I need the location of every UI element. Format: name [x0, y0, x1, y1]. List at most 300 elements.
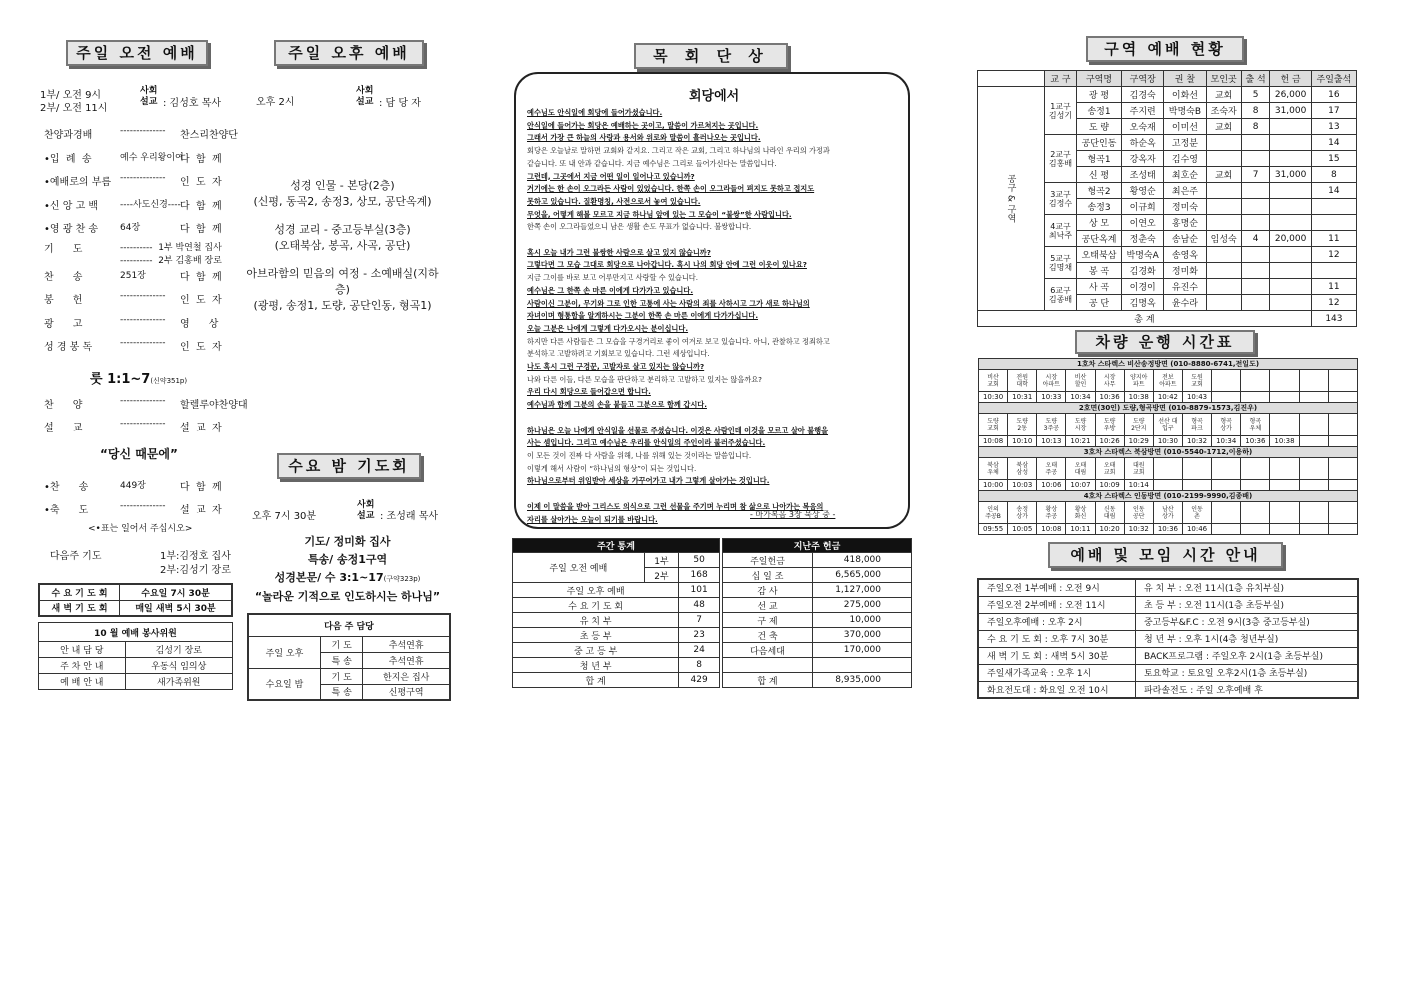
bus-stop [1328, 370, 1357, 392]
order-item-detail: -------------- [120, 314, 166, 325]
stat-row [513, 658, 720, 673]
offering-label [723, 658, 813, 673]
cell-col-header: 구역명 [1076, 71, 1121, 87]
cell-value: 11 [1311, 231, 1356, 247]
cell-value [1241, 279, 1270, 295]
scripture-page: (신약351p) [150, 377, 188, 385]
order-item-detail: -------------- [120, 501, 166, 511]
cell-value [1241, 135, 1270, 151]
order-item-name: 성 경 봉 독 [44, 342, 93, 354]
order-item-person: 다 함 께 [180, 224, 222, 236]
stat-label: 주일 오전 예배 [513, 553, 645, 583]
stat-row [513, 613, 720, 628]
bus-stop: 북삼 우체 [979, 458, 1008, 480]
stat-sub: 2부 [644, 568, 679, 583]
stat-value: 23 [679, 628, 720, 643]
cell-value: 20,000 [1270, 231, 1311, 247]
cell-value: 16 [1311, 87, 1356, 103]
meeting-name: 수 요 기 도 회 [39, 584, 120, 600]
message-line [527, 488, 899, 501]
cell-value [1206, 263, 1241, 279]
offering-label: 구 제 [723, 613, 813, 628]
cell-value: 8 [1311, 167, 1356, 183]
bus-stop: 비산 할인 [1066, 370, 1095, 392]
offering-label: 다음세대 [723, 643, 813, 658]
message-line: 예수님과 함께 그분의 손을 붙들고 그분으로 함께 갑시다. [527, 400, 707, 410]
order-item-detail: ----사도신경---- [120, 199, 181, 210]
next-prayer-2: 2부:김성기 장로 [160, 565, 231, 576]
bus-time [1299, 392, 1328, 403]
cell-value: 고정분 [1164, 135, 1206, 151]
cell-value: 형곡2 [1076, 183, 1121, 199]
bus-stop: 도량 2동 [1008, 414, 1037, 436]
cell-value [1270, 263, 1311, 279]
cell-value: 사 곡 [1076, 279, 1121, 295]
bus-time [1241, 480, 1270, 491]
servant-row [39, 642, 233, 658]
bus-time: 10:08 [979, 436, 1008, 447]
cell-value: 봉 곡 [1076, 263, 1121, 279]
bus-stop [1241, 502, 1270, 524]
message-line: 이제 이 말씀을 받아 그리스도 의식으로 그런 선물을 주기며 누리며 참 삶으로 나아가는 복음의 [527, 501, 824, 511]
bus-time [1299, 480, 1328, 491]
afternoon-time: 오후 2시 [256, 97, 295, 108]
cell-value [1270, 295, 1311, 311]
bus-stop [1182, 458, 1211, 480]
cell-value [1241, 151, 1270, 167]
schedule-row [978, 664, 1358, 681]
bus-route-row [979, 359, 1358, 370]
group-3-members: (광평, 송정1, 도량, 공단인동, 형곡1) [253, 299, 432, 312]
cell-value [1241, 199, 1270, 215]
cell-value [1241, 215, 1270, 231]
stat-value: 101 [679, 583, 720, 598]
bus-time [1212, 480, 1241, 491]
message-signature: - 마가복음 3장 묵상 중 - [750, 510, 836, 519]
bus-time [1241, 392, 1270, 403]
stat-label: 유 치 부 [513, 613, 679, 628]
cell-value: 교회 [1206, 167, 1241, 183]
schedule-right: 초 등 부 : 오전 11시(1층 초등부실) [1135, 596, 1358, 613]
cell-value: 윤수라 [1164, 295, 1206, 311]
cell-value: 박명숙A [1122, 247, 1164, 263]
stat-row [513, 583, 720, 598]
bus-route-row [979, 447, 1358, 458]
offering-row [723, 643, 912, 658]
bus-time: 10:11 [1066, 524, 1095, 535]
cell-worship-header: 구역 예배 현황 [1086, 36, 1244, 62]
bus-time: 10:32 [1124, 524, 1153, 535]
wed-leader: : 조성래 목사 [380, 511, 439, 522]
bus-stop: 오태 대림 [1066, 458, 1095, 480]
district-name: 6교구 김종배 [1045, 279, 1077, 311]
cell-value [1311, 263, 1356, 279]
cell-value [1311, 199, 1356, 215]
cell-value: 공단인동 [1076, 135, 1121, 151]
offering-amount: 418,000 [813, 553, 912, 568]
order-item-person: 영 상 [180, 318, 219, 330]
cell-col-header: 교 구 [1045, 71, 1077, 87]
cell-value: 조숙자 [1206, 103, 1241, 119]
schedule-row [978, 613, 1358, 630]
offering-label: 건 축 [723, 628, 813, 643]
cell-value: 김수영 [1164, 151, 1206, 167]
offering-row [723, 628, 912, 643]
offering-table [722, 538, 912, 688]
stat-row [513, 673, 720, 688]
bus-time: 10:08 [1037, 524, 1066, 535]
stat-label: 초 등 부 [513, 628, 679, 643]
bus-stop: 형곡 상가 [1212, 414, 1241, 436]
offering-row [723, 673, 912, 688]
bus-route-name: 4호차 스타렉스 인동방면 (010-2199-9990,김종배) [979, 491, 1358, 502]
district-name: 3교구 김정수 [1045, 183, 1077, 215]
order-item-name: •입 례 송 [44, 153, 92, 165]
bus-stop: 선산 대 입구 [1153, 414, 1182, 436]
next-prayer-1: 1부:김정호 집사 [160, 551, 231, 562]
wed-sermon: “놀라운 기적으로 인도하시는 하나님” [254, 590, 441, 603]
duty-person: 추석연휴 [363, 636, 450, 652]
duty-type: 특 송 [320, 684, 362, 700]
cell-value [1206, 295, 1241, 311]
cell-value: 7 [1241, 167, 1270, 183]
bus-time [1299, 436, 1328, 447]
offering-label: 감 사 [723, 583, 813, 598]
cell-value: 도 량 [1076, 119, 1121, 135]
cell-col-header: 구역장 [1122, 71, 1164, 87]
bus-time [1328, 480, 1357, 491]
offering-amount [813, 658, 912, 673]
message-line: 그렇다면 그 모습 그대로 회당으로 나아갑니다. 혹시 나의 회당 안에 그런 이웃이 있나요? [527, 260, 807, 270]
bus-stop: 형곡 우체 [1241, 414, 1270, 436]
offering-row [723, 568, 912, 583]
next-prayer-label: 다음주 기도 [50, 551, 102, 562]
stat-label: 합 계 [513, 673, 679, 688]
afternoon-leader: : 담 당 자 [379, 98, 421, 109]
duty-person: 추석연휴 [363, 652, 450, 668]
order-item-name: •찬 송 [44, 482, 89, 493]
message-line: 사는 셈입니다. 그리고 예수님은 우리를 안식일의 주인이라 불러주셨습니다. [527, 438, 766, 448]
bus-stop: 비산 교회 [979, 370, 1008, 392]
duty-type: 기 도 [320, 668, 362, 684]
bus-stop: 시장 아파트 [1037, 370, 1066, 392]
group-1: 성경 인물 - 본당(2층) [290, 179, 395, 192]
message-line: 자녀이며 형통함을 알게하시는 그분이 한쪽 손 마른 이에게 다가가십니다. [527, 311, 759, 321]
cell-value: 조성태 [1122, 167, 1164, 183]
prayer-meetings-table [38, 583, 233, 617]
cell-col-header: 권 찰 [1164, 71, 1206, 87]
offering-amount: 1,127,000 [813, 583, 912, 598]
offering-amount: 370,000 [813, 628, 912, 643]
message-line: 못하고 있습니다. 질환명칭, 사전으로서 놓여 있습니다. [527, 196, 701, 206]
wed-program [240, 533, 455, 606]
bus-time: 10:21 [1066, 436, 1095, 447]
cell-value: 송정1 [1076, 103, 1121, 119]
bus-time [1299, 524, 1328, 535]
bus-route-name: 1호차 스타렉스 비산송정방면 (010-8880-6741,전일도) [979, 359, 1358, 370]
bus-time [1270, 392, 1299, 403]
message-line: 이렇게 해서 사람이 “하나님의 형상”이 되는 것입니다. [527, 463, 697, 473]
bus-time: 10:13 [1037, 436, 1066, 447]
meeting-row [39, 600, 232, 616]
offering-label: 주일헌금 [723, 553, 813, 568]
bus-stop: 도량 3주공 [1037, 414, 1066, 436]
stat-row [513, 643, 720, 658]
bus-time: 10:29 [1124, 436, 1153, 447]
stat-label: 수 요 기 도 회 [513, 598, 679, 613]
bus-time [1153, 480, 1182, 491]
cell-value: 26,000 [1270, 87, 1311, 103]
weekly-stats-table [512, 538, 720, 688]
bus-stop [1299, 414, 1328, 436]
order-item-detail: 예수 우리왕이여 [120, 152, 184, 163]
bus-stop: 인동 촌 [1182, 502, 1211, 524]
message-line: 나도 혹시 그런 구경꾼, 고발자로 살고 있지는 않습니까? [527, 362, 705, 372]
vehicle-schedule-table [978, 358, 1358, 535]
weekly-stats-title: 주간 통계 [513, 539, 720, 553]
cell-value [1206, 279, 1241, 295]
servant-row [39, 658, 233, 674]
cell-value [1270, 279, 1311, 295]
bus-time [1212, 524, 1241, 535]
bus-stop: 도량 교회 [979, 414, 1008, 436]
message-line: 거기에는 한 손이 오그라든 사람이 있었습니다. 한쪽 손이 오그라들어 펴지도 못하고 접지도 [527, 184, 815, 194]
order-item-name: •신 앙 고 백 [44, 200, 99, 212]
order-item-name: 찬 송 [44, 271, 83, 283]
cell-value [1241, 295, 1270, 311]
servants-table [38, 622, 233, 690]
group-1-members: (신평, 동곡2, 송정3, 상모, 공단옥계) [253, 195, 432, 208]
service-time-1: 1부/ 오전 9시 [40, 90, 102, 101]
message-line: 오늘 그분은 나에게 그렇게 다가오시는 분이십니다. [527, 323, 689, 333]
bus-times-row [979, 392, 1358, 403]
group-2: 성경 교리 - 중고등부실(3층) [274, 223, 411, 236]
schedule-left: 주일오후예배 : 오후 2시 [978, 613, 1135, 630]
wed-prayer: 기도/ 정미화 집사 [304, 535, 391, 548]
message-line: 사람이신 그분이, 무기와 그로 인한 고통에 사는 사람의 죄를 사하시고 그가 새로 하나님의 [527, 298, 810, 308]
cell-value: 15 [1311, 151, 1356, 167]
order-item-person: 다 함 께 [180, 200, 222, 212]
stat-label: 청 년 부 [513, 658, 679, 673]
bus-stop [1153, 458, 1182, 480]
bus-time: 10:30 [979, 392, 1008, 403]
servant-role: 안 내 담 당 [39, 642, 126, 658]
afternoon-leader-label: 사회 설교 [356, 86, 374, 107]
bus-route-row [979, 403, 1358, 414]
schedule-row [978, 647, 1358, 664]
bus-stop [1270, 458, 1299, 480]
offering-row [723, 553, 912, 568]
cell-value: 송남순 [1164, 231, 1206, 247]
order-item-name: 찬 양 [44, 400, 83, 411]
afternoon-worship-header: 주일 오후 예배 [274, 40, 424, 66]
bus-stops-row [979, 414, 1358, 436]
bus-stop: 전보 아파트 [1153, 370, 1182, 392]
cell-value: 상 모 [1076, 215, 1121, 231]
order-item-person: 찬스리찬양단 [180, 130, 238, 141]
stat-row [513, 553, 720, 568]
message-line: 한쪽 손이 오그라들었으니 남은 생활 손도 무표가 없습니다. 불쌍합니다. [527, 222, 752, 232]
cell-value: 강옥자 [1122, 151, 1164, 167]
message-line: 분석하고 고발하려고 기회보고 있습니다. 그런 세상입니다. [527, 349, 710, 359]
bus-stop [1241, 370, 1270, 392]
bus-time: 10:20 [1095, 524, 1124, 535]
total-label: 총 계 [978, 311, 1312, 327]
bus-time: 10:07 [1066, 480, 1095, 491]
offering-amount: 170,000 [813, 643, 912, 658]
bus-time: 10:32 [1182, 436, 1211, 447]
cell-value: 이미선 [1164, 119, 1206, 135]
bus-stop: 대원 교회 [1124, 458, 1153, 480]
bus-time: 10:14 [1124, 480, 1153, 491]
cell-value [1270, 135, 1311, 151]
bus-stop: 송정 상가 [1008, 502, 1037, 524]
bus-stop: 오태 교회 [1095, 458, 1124, 480]
schedule-right: 중고등부&F.C : 오전 9시(3층 중고등부실) [1135, 613, 1358, 630]
bus-time [1270, 480, 1299, 491]
meeting-row [39, 584, 232, 600]
order-item-name: 찬양과경배 [44, 130, 93, 141]
cell-value: 최호순 [1164, 167, 1206, 183]
wednesday-prayer-header: 수요 밤 기도회 [277, 453, 421, 479]
message-line: 예수님도 안식일에 회당에 들어가셨습니다. [527, 108, 663, 117]
offering-row [723, 658, 912, 673]
duty-row [248, 668, 450, 684]
cell-value: 송영옥 [1164, 247, 1206, 263]
bus-time: 10:42 [1153, 392, 1182, 403]
bus-time: 10:33 [1037, 392, 1066, 403]
bus-stop [1270, 502, 1299, 524]
bus-stop [1270, 370, 1299, 392]
group-3: 아브라함의 믿음의 여정 - 소예배실(지하층) [246, 267, 439, 296]
bus-stop: 양지아 파트 [1124, 370, 1153, 392]
schedule-left: 주일오전 1부예배 : 오전 9시 [978, 579, 1135, 596]
order-item-detail: -------------- [120, 338, 166, 349]
cell-value [1241, 263, 1270, 279]
message-line: 하지만 다른 사람들은 그 모습을 구경거리로 좋이 여겨로 보고 있습니다. 아니, 관찰하고 정죄하고 [527, 336, 830, 346]
bus-stop: 인의 주공B [979, 502, 1008, 524]
servants-title: 10 월 예배 봉사위원 [94, 628, 177, 639]
district-name: 4교구 최낙주 [1045, 215, 1077, 247]
cell-value: 12 [1311, 247, 1356, 263]
district-name: 2교구 김홍배 [1045, 135, 1077, 183]
schedule-right: 유 치 부 : 오전 11시(1층 유치부실) [1135, 579, 1358, 596]
cell-col-header: 출 석 [1241, 71, 1270, 87]
wed-special-song: 특송/ 송정1구역 [307, 553, 388, 566]
cell-col-header: 모인곳 [1206, 71, 1241, 87]
bus-time: 10:43 [1182, 392, 1211, 403]
bus-stop: 황상 화신 [1066, 502, 1095, 524]
bus-time: 10:46 [1182, 524, 1211, 535]
schedule-right: 청 년 부 : 오후 1시(4층 청년부실) [1135, 630, 1358, 647]
bus-time: 10:31 [1008, 392, 1037, 403]
stat-value: 7 [679, 613, 720, 628]
meeting-time: 매일 새벽 5시 30분 [120, 600, 232, 616]
bus-stop [1241, 458, 1270, 480]
order-item-detail: -------------- [120, 396, 166, 406]
order-item-person: 다 함 께 [180, 482, 222, 493]
district-name: 5교구 김명채 [1045, 247, 1077, 279]
order-item-name: 기 도 [44, 244, 83, 255]
cell-value [1206, 183, 1241, 199]
cell-value: 신 평 [1076, 167, 1121, 183]
cell-value: 최은주 [1164, 183, 1206, 199]
cell-value: 정미숙 [1164, 199, 1206, 215]
duty-type: 특 송 [320, 652, 362, 668]
servant-name: 우동식 임의상 [125, 658, 232, 674]
bus-stop: 남산 상가 [1153, 502, 1182, 524]
cell-value: 공단옥계 [1076, 231, 1121, 247]
side-col [978, 71, 1045, 87]
stat-label: 주일 오후 예배 [513, 583, 679, 598]
bus-time [1241, 524, 1270, 535]
order-item-name: 봉 헌 [44, 295, 83, 307]
schedule-right: 파라솔전도 : 주일 오후예배 후 [1135, 681, 1358, 698]
offering-amount: 10,000 [813, 613, 912, 628]
cell-value: 송정3 [1076, 199, 1121, 215]
cell-col-header: 주일출석 [1311, 71, 1356, 87]
message-line: 혹시 오늘 내가 그런 불쌍한 사람으로 살고 있지 않습니까? [527, 247, 711, 257]
order-item-detail: -------------- [120, 126, 166, 136]
bus-time: 10:36 [1095, 392, 1124, 403]
cell-value: 박명숙B [1164, 103, 1206, 119]
cell-value [1206, 151, 1241, 167]
scripture-ref: 룻 1:1~7 [90, 372, 151, 387]
message-line: 예수님은 그 한쪽 손 마른 이에게 다가가고 있습니다. [527, 285, 694, 295]
cell-value: 이경이 [1122, 279, 1164, 295]
wed-scripture-ref: 성경본문/ 수 3:1~17 [274, 571, 384, 584]
bus-stop [1328, 414, 1357, 436]
cell-value: 정춘숙 [1122, 231, 1164, 247]
cell-value [1206, 135, 1241, 151]
cell-col-header: 헌 금 [1270, 71, 1311, 87]
side-label: 공구 & 구역 [978, 87, 1045, 311]
cell-value: 8 [1241, 119, 1270, 135]
cell-value: 유진수 [1164, 279, 1206, 295]
order-item-detail: 251장 [120, 270, 146, 281]
cell-value [1270, 247, 1311, 263]
cell-worship-table [977, 70, 1357, 327]
schedule-right: BACK프로그램 : 주일오후 2시(1층 초등부실) [1135, 647, 1358, 664]
total-value: 143 [1311, 311, 1356, 327]
cell-value: 4 [1241, 231, 1270, 247]
order-item-person: 인 도 자 [180, 295, 222, 307]
stat-value: 429 [679, 673, 720, 688]
cell-value [1270, 199, 1311, 215]
bus-time: 10:30 [1153, 436, 1182, 447]
cell-value [1206, 199, 1241, 215]
bus-stop [1212, 458, 1241, 480]
bus-stop [1299, 458, 1328, 480]
cell-value [1241, 183, 1270, 199]
message-line: 자리를 살아가는 오늘이 되기를 바랍니다. [527, 514, 658, 524]
bus-stop [1270, 414, 1299, 436]
offering-row [723, 598, 912, 613]
cell-value [1206, 215, 1241, 231]
order-item-person: 다 함 께 [180, 153, 222, 165]
bus-time: 10:38 [1124, 392, 1153, 403]
order-item-name: •영 광 찬 송 [44, 224, 99, 236]
bus-stops-row [979, 370, 1358, 392]
message-body [527, 107, 899, 526]
bus-time: 10:10 [1008, 436, 1037, 447]
message-line: 안식일에 들어가는 회당은 예배하는 곳이고, 말씀이 가르쳐지는 곳입니다. [527, 120, 759, 130]
offering-row [723, 583, 912, 598]
bus-time: 09:55 [979, 524, 1008, 535]
bus-times-row [979, 480, 1358, 491]
cell-value [1311, 215, 1356, 231]
bus-stop [1212, 370, 1241, 392]
